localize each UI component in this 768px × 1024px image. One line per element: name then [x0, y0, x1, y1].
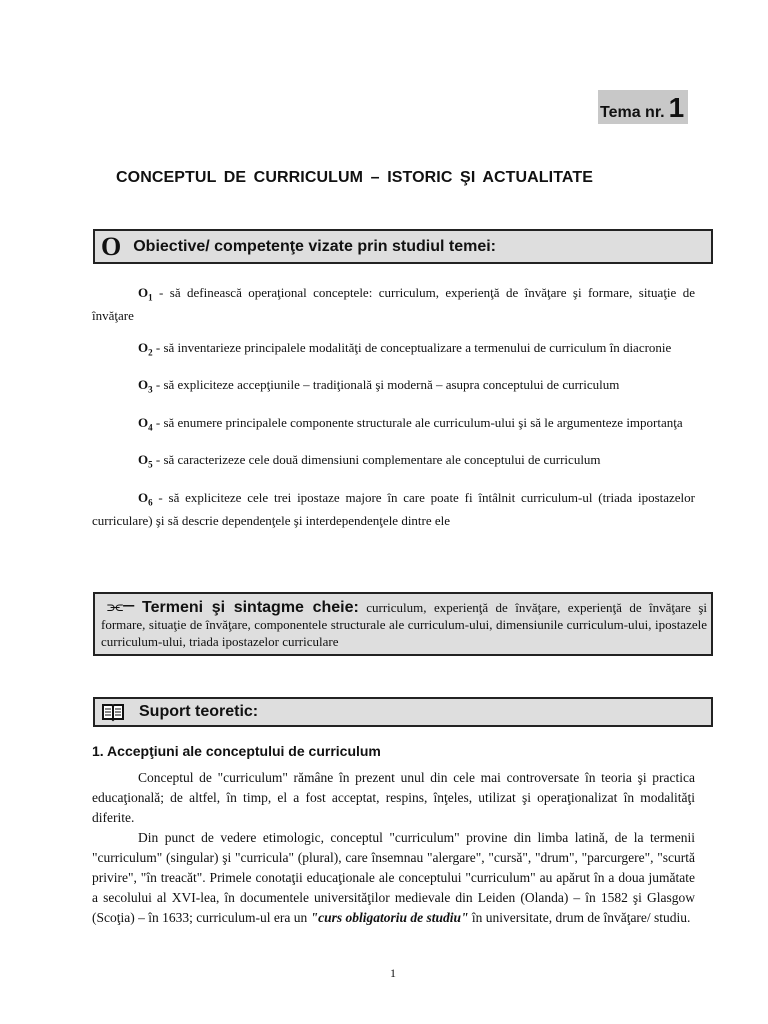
emphasis-text: "curs obligatoriu de studiu": [310, 910, 469, 925]
page-title: CONCEPTUL DE CURRICULUM – ISTORIC ŞI ACTUALITATE: [116, 169, 594, 186]
body-text: [92, 768, 695, 928]
paragraph: Din punct de vedere etimologic, conceptul "curriculum" provine din limba latină, de la termenii "curriculum" (singular) şi "curricula" (plural), care însemnau "alergare", "cursă", "drum", "parcurgere", "scurtă privire", "în treacăt". Primele conotaţii educaţionale ale conceptului "curriculum" au apărut în a doua jumătate a secolului al XVI-lea, în documentele universităţilor medievale din Leiden (Olanda) – în 1582 şi Glasgow (Scoţia) – în 1633; curriculum-ul era un "curs obligatoriu de studiu" în universitate, drum de învăţare/ studiu.: [92, 830, 695, 925]
objectives-letter: O: [101, 231, 122, 261]
support-box: [93, 697, 713, 727]
objective-item: $O_3$ - să expliciteze accepţiunile – tradiţională şi modernă – asupra conceptului de curriculum: [138, 377, 620, 395]
topic-number: 1: [668, 92, 685, 123]
key-terms-box: [93, 592, 713, 656]
topic-number-badge: [598, 90, 688, 124]
objective-item: $O_6$ - să expliciteze cele trei ipostaze majore în care poate fi întâlnit curriculum-ul (triada ipostazelor curriculare) şi să descrie dependenţele şi interdependenţele dintre ele: [92, 489, 695, 528]
objectives-heading: Obiective/ competenţe vizate prin studiul temei:: [133, 237, 496, 255]
key-terms-heading: Termeni şi sintagme cheie:: [142, 599, 359, 616]
support-heading: Suport teoretic:: [139, 703, 259, 720]
topic-label: Tema nr.: [600, 104, 665, 121]
key-icon: ⫘─: [107, 596, 135, 617]
objective-item: $O_2$ - să inventarieze principalele modalităţi de conceptualizare a termenului de curriculum în diacronie: [138, 339, 672, 358]
objective-item: $O_4$ - să enumere principalele componente structurale ale curriculum-ului şi să le argumenteze importanţa: [138, 414, 683, 433]
key-terms-text: curriculum, experienţă de învăţare, experienţă de învăţare şi formare, situaţie de învăţare, componentele structurale ale curriculum-ului, dimensiunile curriculum-ului, ipostazele curriculum-ului, triada ipostazelor curriculare: [101, 600, 707, 649]
paragraph: Conceptul de "curriculum" rămâne în prezent unul din cele mai controversate în teoria şi practica educaţională; de altfel, în timp, el a fost acceptat, respins, înţeles, utilizat şi operaţionalizat în modalităţi diferite.: [92, 770, 695, 825]
objectives-list: [92, 284, 695, 544]
page-number: 1: [390, 966, 396, 980]
book-icon: [101, 702, 125, 722]
section-heading: 1. Accepţiuni ale conceptului de curriculum: [92, 743, 381, 759]
objectives-box: [93, 229, 713, 264]
objective-item: $O_1$ - să definească operaţional conceptele: curriculum, experienţă de învăţare şi formare, situaţie de învăţare: [92, 285, 695, 323]
objective-item: $O_5$ - să caracterizeze cele două dimensiuni complementare ale conceptului de curriculum: [138, 452, 601, 470]
